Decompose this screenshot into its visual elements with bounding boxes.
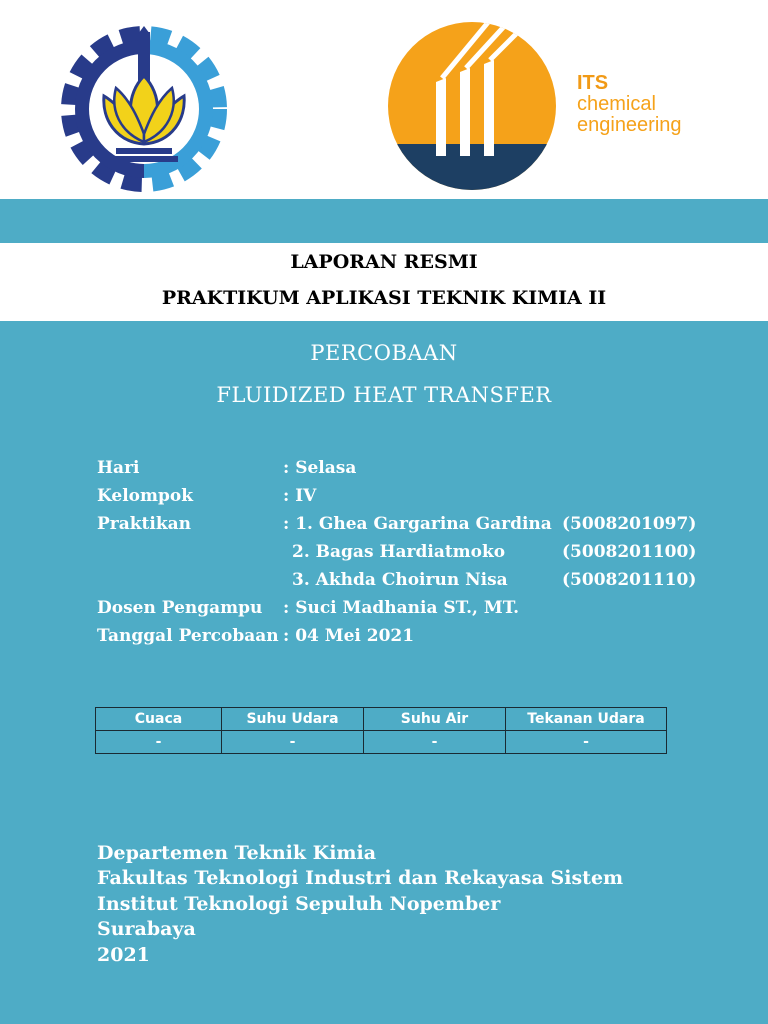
experiment-label: PERCOBAAN: [310, 341, 458, 365]
top-color-band: [0, 199, 768, 243]
hari-label: Hari: [97, 458, 140, 478]
weather-header-cuaca: Cuaca: [96, 708, 222, 731]
footer-institute: Institut Teknologi Sepuluh Nopember: [97, 892, 501, 915]
logo-text-chemical: chemical: [577, 93, 656, 115]
report-title-line1: LAPORAN RESMI: [290, 251, 478, 273]
weather-cell-tekanan-udara: -: [506, 731, 667, 754]
logo-wordmark: [577, 73, 682, 136]
chemical-engineering-logo: [380, 20, 564, 192]
praktikan-name-1: : 1. Ghea Gargarina Gardina: [283, 514, 552, 534]
weather-table-header-row: [96, 708, 667, 731]
hari-value: : Selasa: [283, 458, 357, 478]
footer-faculty: Fakultas Teknologi Industri dan Rekayasa Sistem: [97, 867, 624, 890]
kelompok-value: : IV: [283, 486, 317, 506]
praktikan-name-3: 3. Akhda Choirun Nisa: [292, 570, 508, 590]
weather-header-suhu-udara: Suhu Udara: [222, 708, 364, 731]
report-title-line2: PRAKTIKUM APLIKASI TEKNIK KIMIA II: [161, 287, 607, 309]
praktikan-label: Praktikan: [97, 514, 191, 534]
its-gear-emblem-logo: [54, 24, 234, 194]
footer-city: Surabaya: [97, 918, 196, 941]
dosen-label: Dosen Pengampu: [97, 598, 263, 618]
tanggal-label: Tanggal Percobaan: [97, 626, 279, 646]
report-title-block: [0, 243, 768, 321]
weather-cell-cuaca: -: [96, 731, 222, 754]
dosen-value: : Suci Madhania ST., MT.: [283, 598, 520, 618]
praktikan-nrp-1: (5008201097): [562, 514, 697, 534]
experiment-name: FLUIDIZED HEAT TRANSFER: [216, 383, 552, 407]
weather-header-suhu-air: Suhu Air: [364, 708, 506, 731]
weather-table: [95, 707, 667, 754]
weather-table-row: [96, 731, 667, 754]
logo-text-engineering: engineering: [577, 114, 682, 136]
weather-header-tekanan-udara: Tekanan Udara: [506, 708, 667, 731]
footer-year: 2021: [97, 943, 150, 966]
tanggal-value: : 04 Mei 2021: [283, 626, 415, 646]
weather-cell-suhu-air: -: [364, 731, 506, 754]
praktikan-nrp-3: (5008201110): [562, 570, 697, 590]
footer-department: Departemen Teknik Kimia: [97, 842, 377, 864]
praktikan-nrp-2: (5008201100): [562, 542, 697, 562]
praktikan-name-2: 2. Bagas Hardiatmoko: [292, 542, 506, 562]
institution-footer: [97, 841, 623, 968]
logo-text-its: ITS: [577, 72, 609, 94]
weather-cell-suhu-udara: -: [222, 731, 364, 754]
kelompok-label: Kelompok: [97, 486, 194, 506]
main-content-panel: [0, 321, 768, 1024]
